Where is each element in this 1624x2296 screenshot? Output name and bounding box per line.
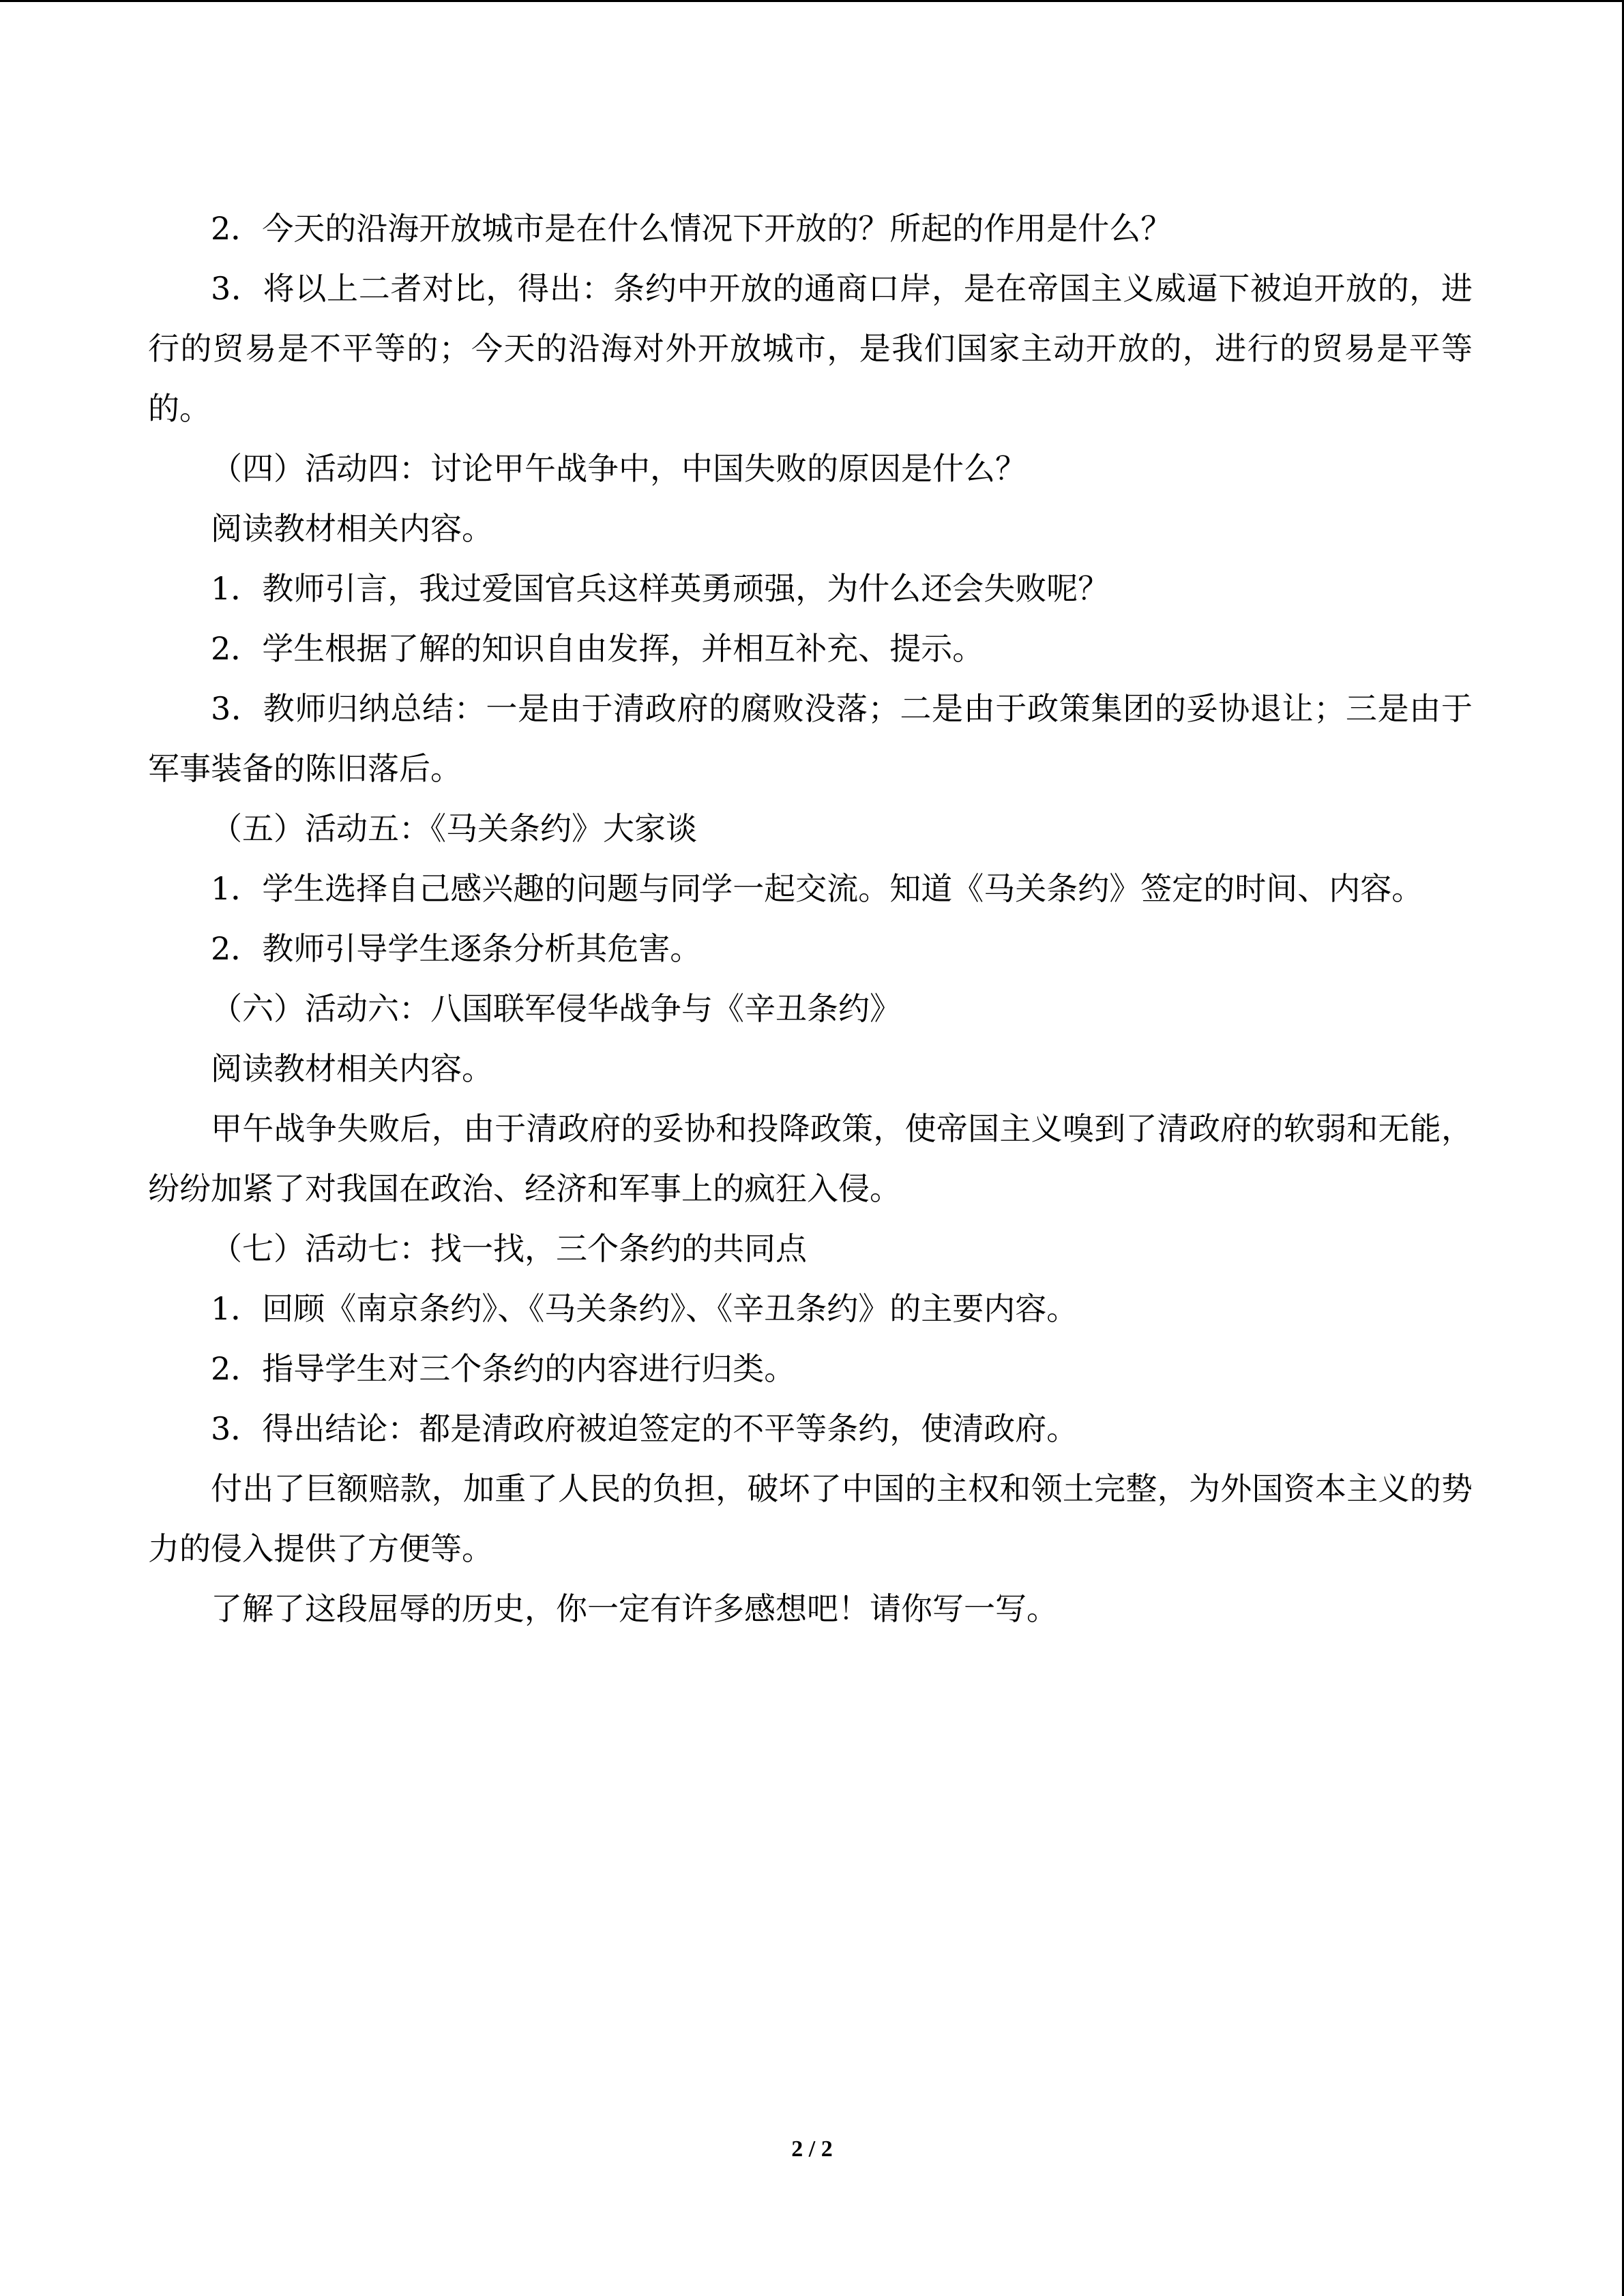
page-number: 2 / 2	[791, 2136, 833, 2162]
heading-activity-six: （六）活动六：八国联军侵华战争与《辛丑条约》	[211, 990, 901, 1027]
paragraph-teacher-summary: 3．教师归纳总结：一是由于清政府的腐败没落；二是由于政策集团的妥协退让；三是由于军事装备的陈旧落后。	[148, 690, 1473, 787]
paragraph-read-textbook-1: 阅读教材相关内容。	[211, 510, 493, 547]
paragraph-read-textbook-2: 阅读教材相关内容。	[211, 1050, 493, 1087]
paragraph-analyze-harm: 2．教师引导学生逐条分析其危害。	[211, 930, 702, 967]
paragraph-after-war: 甲午战争失败后，由于清政府的妥协和投降政策，使帝国主义嗅到了清政府的软弱和无能，纷纷加紧了对我国在政治、经济和军事上的疯狂入侵。	[148, 1110, 1473, 1207]
heading-activity-four: （四）活动四：讨论甲午战争中，中国失败的原因是什么？	[211, 450, 1027, 487]
paragraph-conclusion: 3．得出结论：都是清政府被迫签定的不平等条约，使清政府。	[211, 1410, 1078, 1447]
paragraph-review-treaties: 1．回顾《南京条约》、《马关条约》、《辛丑条约》的主要内容。	[211, 1290, 1078, 1327]
paragraph-reflection: 了解了这段屈辱的历史，你一定有许多感想吧！请你写一写。	[211, 1590, 1058, 1627]
paragraph-classify-treaties: 2．指导学生对三个条约的内容进行归类。	[211, 1350, 796, 1387]
paragraph-teacher-intro: 1．教师引言，我过爱国官兵这样英勇顽强，为什么还会失败呢？	[211, 570, 1110, 607]
paragraph-q3-comparison: 3．将以上二者对比，得出：条约中开放的通商口岸，是在帝国主义威逼下被迫开放的，进行的贸易是不平等的；今天的沿海对外开放城市，是我们国家主动开放的，进行的贸易是平等的。	[148, 270, 1473, 427]
paragraph-q2-coastal-cities: 2．今天的沿海开放城市是在什么情况下开放的？所起的作用是什么？	[211, 210, 1172, 247]
heading-activity-five: （五）活动五：《马关条约》大家谈	[211, 810, 697, 847]
document-body	[148, 198, 1473, 1639]
paragraph-consequences: 付出了巨额赔款，加重了人民的负担，破坏了中国的主权和领土完整，为外国资本主义的势力的侵入提供了方便等。	[148, 1470, 1473, 1567]
paragraph-student-exchange: 1．学生选择自己感兴趣的问题与同学一起交流。知道《马关条约》签定的时间、内容。	[211, 870, 1423, 907]
heading-activity-seven: （七）活动七：找一找，三个条约的共同点	[211, 1230, 807, 1267]
paragraph-student-discussion: 2．学生根据了解的知识自由发挥，并相互补充、提示。	[211, 630, 984, 667]
